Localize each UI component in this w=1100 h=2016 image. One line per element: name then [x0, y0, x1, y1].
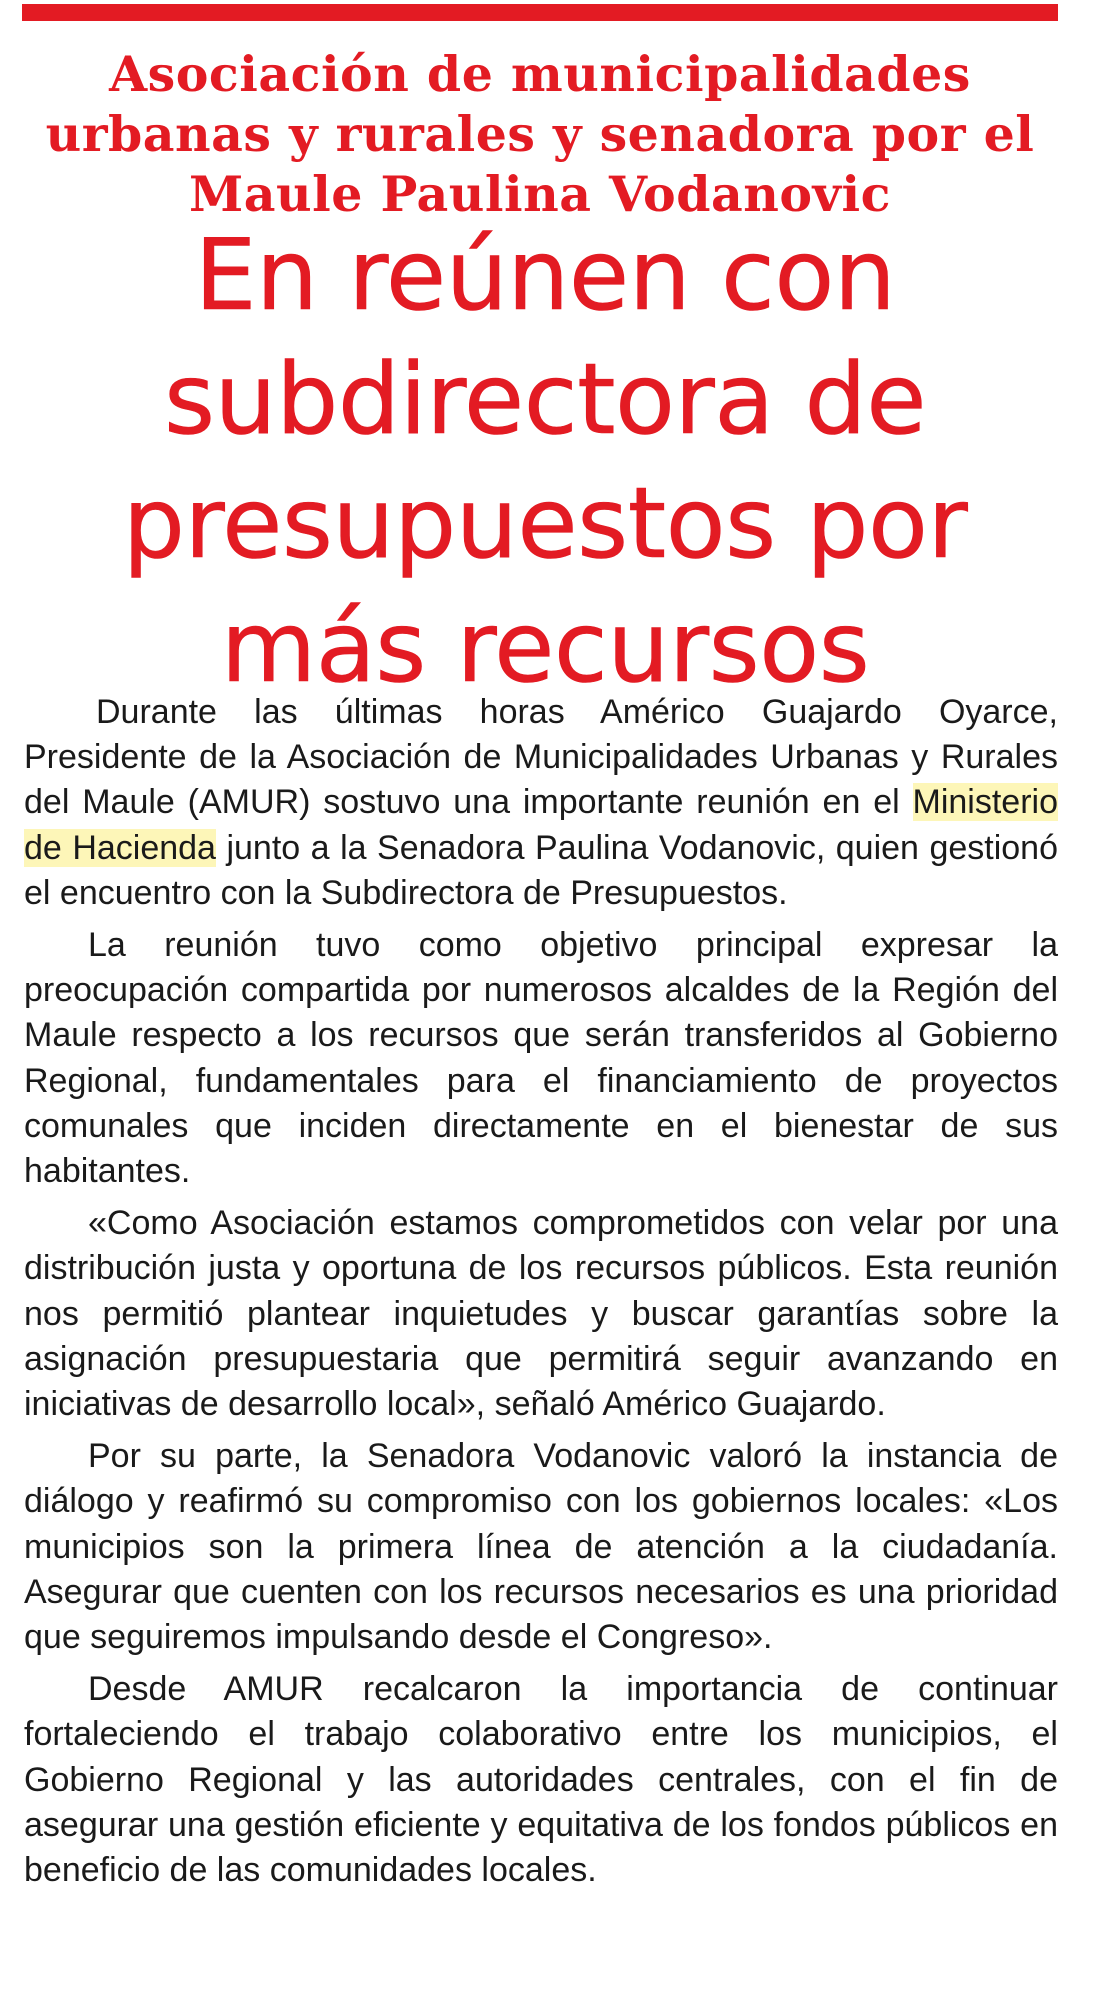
body-paragraph-2: La reunión tuvo como objetivo principal expresar la preocupación compartida por numerosos alcaldes de la Región del Maule respecto a los recursos que serán transferidos al Gobierno Regional, fundamentales para el financiamiento de proyectos comunales que inciden directamente en el bienestar de sus habitantes. [24, 926, 1058, 1191]
article-kicker: Asociación de municipalidades urbanas y rurales y senadora por el Maule Paulina Vodanovic [45, 45, 1035, 223]
top-red-rule [22, 4, 1058, 21]
highlighted-ministry-name: Ministerio de Hacienda [24, 783, 1058, 867]
paragraph-1-text-end: junto a la Senadora Paulina Vodanovic, quien gestionó el encuentro con la Subdirectora de Presupuestos. [24, 828, 1058, 912]
body-paragraph-5: Desde AMUR recalcaron la importancia de continuar fortaleciendo el trabajo colaborativo entre los municipios, el Gobierno Regional y las autoridades centrales, con el fin de asegurar una gestión eficiente y equitativa de los fondos públicos en beneficio de las comunidades locales. [24, 1670, 1058, 1890]
body-paragraph-3: «Como Asociación estamos comprometidos con velar por una distribución justa y oportuna de los recursos públicos. Esta reunión nos permitió plantear inquietudes y buscar garantías sobre la asignación presupuestaria que permitirá seguir avanzando en iniciativas de desarrollo local», señaló Américo Guajardo. [24, 1204, 1058, 1424]
paragraph-1-text-start: Durante las últimas horas Américo Guajardo Oyarce, Presidente de la Asociación de Municipalidades Urbanas y Rurales del Maule (AMUR) sostuvo una importante reunión en el [24, 693, 1058, 822]
article-body [24, 690, 1058, 1900]
body-paragraph-4: Por su parte, la Senadora Vodanovic valoró la instancia de diálogo y reafirmó su compromiso con los gobiernos locales: «Los municipios son la primera línea de atención a la ciudadanía. Asegurar que cuenten con los recursos necesarios es una prioridad que seguiremos impulsando desde el Congreso». [24, 1437, 1058, 1657]
body-paragraph-1 [24, 690, 1058, 916]
article-headline: En reúnen con subdirectora de presupuestos por más recursos [122, 219, 968, 705]
